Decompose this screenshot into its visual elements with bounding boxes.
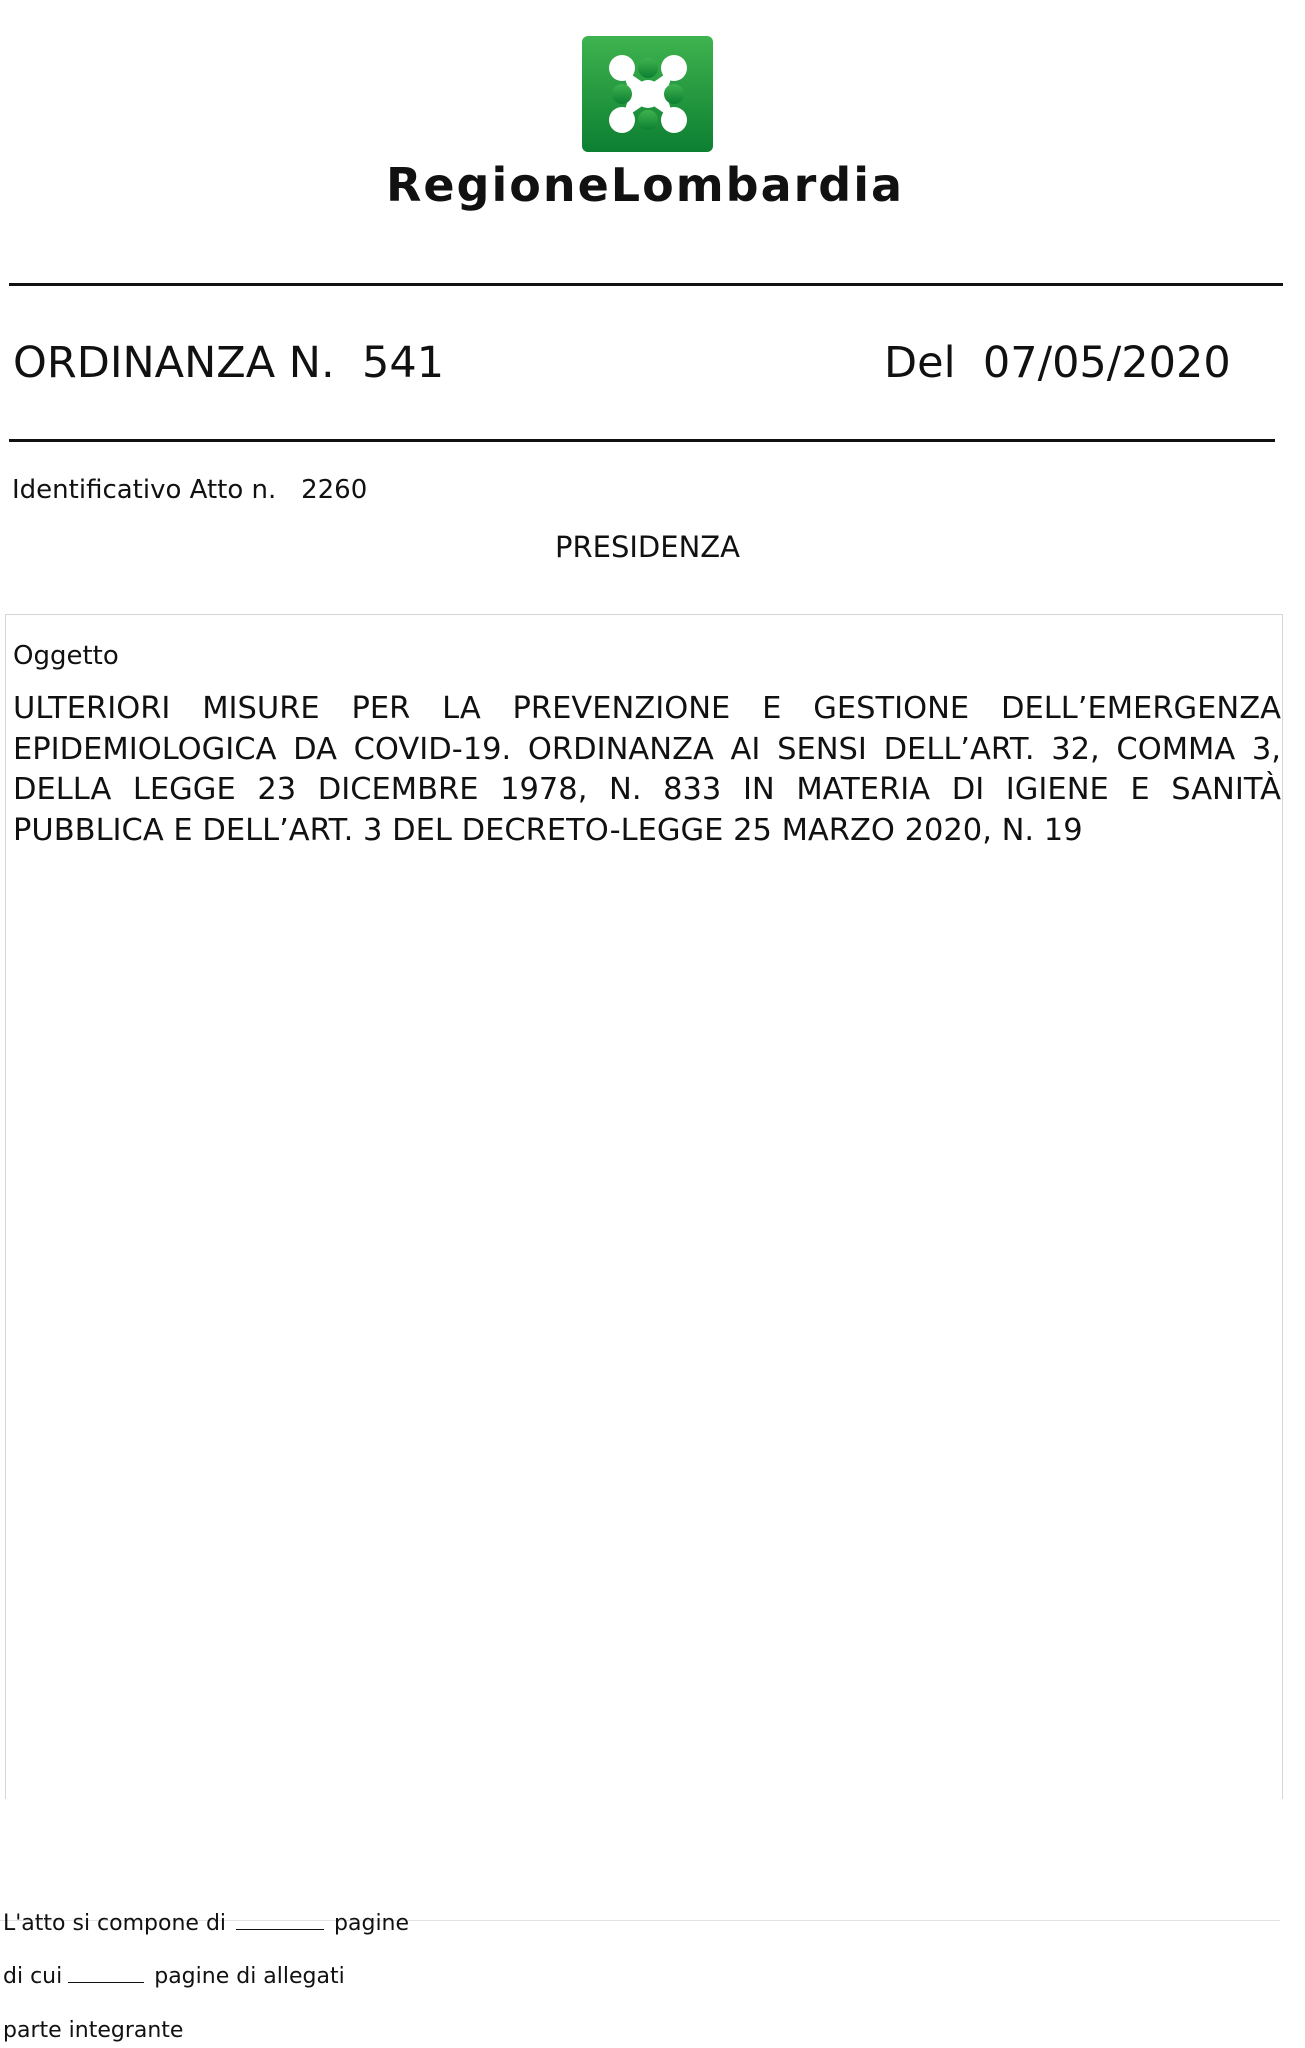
footer-line1-prefix: L'atto si compone di: [3, 1911, 227, 1936]
identificativo-atto: [12, 475, 367, 505]
office-name: PRESIDENZA: [555, 530, 740, 564]
footer-integral-part: parte integrante: [3, 2018, 184, 2043]
footer-line2-suffix: pagine di allegati: [154, 1964, 345, 1989]
ordinanza-date: [884, 338, 1231, 388]
footer-line2-prefix: di cui: [3, 1964, 63, 1989]
ordinanza-value: 541: [361, 338, 445, 388]
ordinanza-label: ORDINANZA N.: [13, 338, 335, 388]
identificativo-value: 2260: [301, 475, 368, 505]
identificativo-label: Identificativo Atto n.: [12, 475, 277, 505]
oggetto-section: [5, 614, 1283, 1799]
attachments-count-blank: [68, 1982, 144, 1983]
brand-name: RegioneLombardia: [385, 158, 905, 212]
ordinanza-number: [13, 338, 444, 388]
title-divider: [9, 439, 1275, 442]
oggetto-text: ULTERIORI MISURE PER LA PREVENZIONE E GESTIONE DELL’EMERGENZA EPIDEMIOLOGICA DA COVID-19. ORDINANZA AI SENSI DELL’ART. 32, COMMA 3, DELLA LEGGE 23 DICEMBRE 1978, N. 833 IN MATERIA DI IGIENE E SANITÀ PUBBLICA E DELL’ART. 3 DEL DECRETO-LEGGE 25 MARZO 2020, N. 19: [13, 691, 1281, 848]
regione-lombardia-logo: [582, 36, 713, 152]
date-label: Del: [884, 338, 956, 388]
footer-attachments-count: [3, 1964, 345, 1989]
header-divider: [9, 283, 1283, 286]
footer-page-count: [3, 1911, 409, 1936]
footer-line1-suffix: pagine: [334, 1911, 410, 1936]
date-value: 07/05/2020: [982, 338, 1231, 388]
page-count-blank: [236, 1929, 324, 1930]
oggetto-label: Oggetto: [13, 641, 119, 671]
